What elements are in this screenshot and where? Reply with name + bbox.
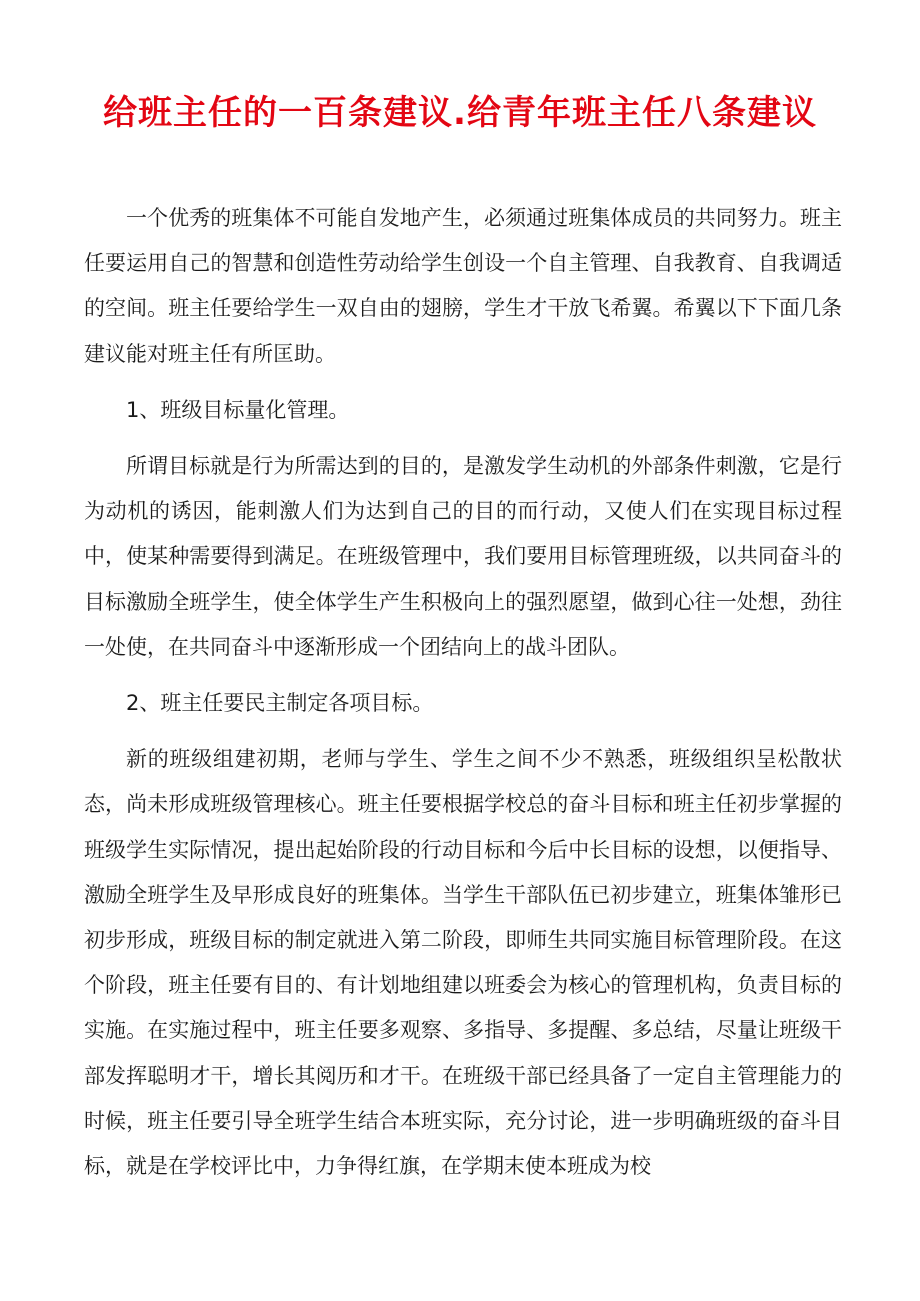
section-2-paragraph: 新的班级组建初期，老师与学生、学生之间不少不熟悉，班级组织呈松散状态，尚未形成班级管理核心。班主任要根据学校总的奋斗目标和班主任初步掌握的班级学生实际情况，提出起始阶段的行动目标和今后中长目标的设想，以便指导、激励全班学生及早形成良好的班集体。当学生干部队伍已初步建立，班集体雏形已初步形成，班级目标的制定就进入第二阶段，即师生共同实施目标管理阶段。在这个阶段，班主任要有目的、有计划地组建以班委会为核心的管理机构，负责目标的实施。在实施过程中，班主任要多观察、多指导、多提醒、多总结，尽量让班级干部发挥聪明才干，增长其阅历和才干。在班级干部已经具备了一定自主管理能力的时候，班主任要引导全班学生结合本班实际，充分讨论，进一步明确班级的奋斗目标，就是在学校评比中，力争得红旗，在学期末使本班成为校 [84,747,842,1179]
document-title: 给班主任的一百条建议.给青年班主任八条建议 [103,93,817,133]
intro-paragraph: 一个优秀的班集体不可能自发地产生，必须通过班集体成员的共同努力。班主任要运用自己的智慧和创造性劳动给学生创设一个自主管理、自我教育、自我调适的空间。班主任要给学生一双自由的翅膀，学生才干放飞希翼。希翼以下下面几条建议能对班主任有所匡助。 [84,206,842,366]
document-body [84,196,842,1200]
section-heading-2: 2、班主任要民主制定各项目标。 [126,691,434,716]
section-heading-1: 1、班级目标量化管理。 [126,397,350,422]
section-1-paragraph: 所谓目标就是行为所需达到的目的，是激发学生动机的外部条件刺激，它是行为动机的诱因，能刺激人们为达到自己的目的而行动，又使人们在实现目标过程中，使某种需要得到满足。在班级管理中，我们要用目标管理班级，以共同奋斗的目标激励全班学生，使全体学生产生积极向上的强烈愿望，做到心往一处想，劲往一处使，在共同奋斗中逐渐形成一个团结向上的战斗团队。 [84,454,842,659]
